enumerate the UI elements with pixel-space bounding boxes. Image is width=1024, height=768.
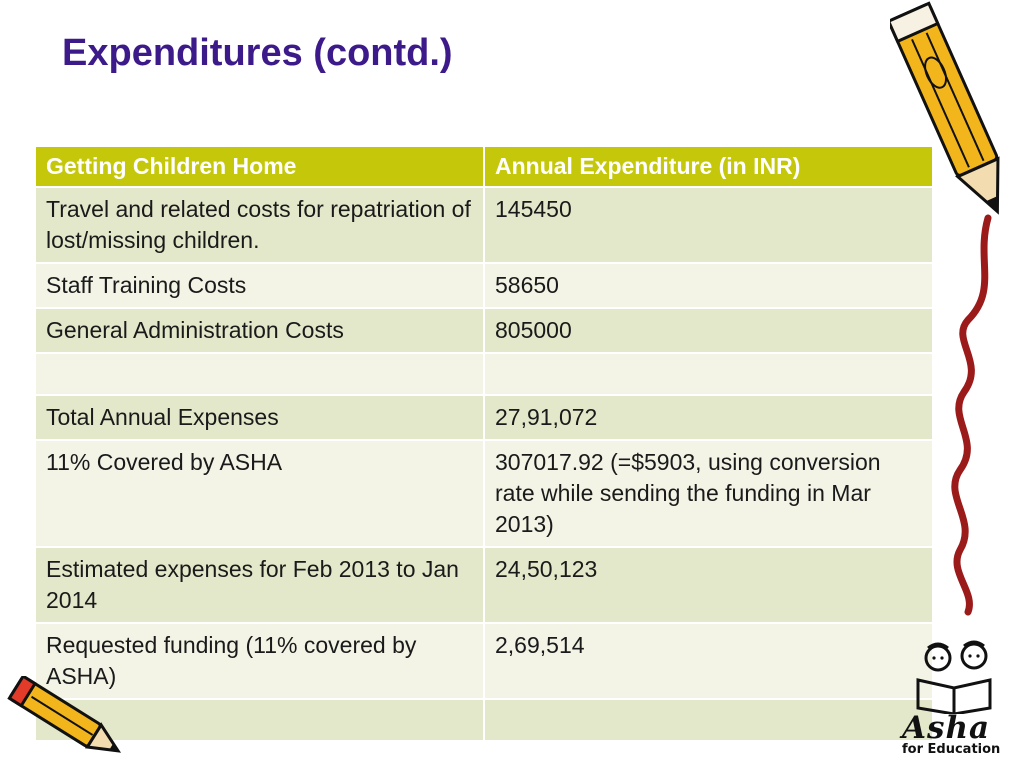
slide-title: Expenditures (contd.) — [62, 32, 453, 74]
row-label: General Administration Costs — [35, 308, 484, 353]
table-row — [35, 263, 933, 308]
pencil-decoration-icon — [0, 676, 140, 768]
row-label: Total Annual Expenses — [35, 395, 484, 440]
row-value — [484, 353, 933, 395]
table-row — [35, 395, 933, 440]
row-value: 2,69,514 — [484, 623, 933, 699]
logo-name: Asha — [902, 710, 991, 746]
asha-logo — [898, 636, 1016, 766]
row-value: 24,50,123 — [484, 547, 933, 623]
pencil-decoration-icon — [890, 0, 1024, 620]
header-annual-expenditure: Annual Expenditure (in INR) — [484, 146, 933, 187]
row-label: Staff Training Costs — [35, 263, 484, 308]
row-value: 307017.92 (=$5903, using conversion rate while sending the funding in Mar 2013) — [484, 440, 933, 547]
row-label: Travel and related costs for repatriation of lost/missing children. — [35, 187, 484, 263]
table-row — [35, 547, 933, 623]
row-label: Estimated expenses for Feb 2013 to Jan 2014 — [35, 547, 484, 623]
table-header-row — [35, 146, 933, 187]
expenditure-table — [34, 145, 934, 742]
row-value: 805000 — [484, 308, 933, 353]
header-category: Getting Children Home — [35, 146, 484, 187]
table-row — [35, 623, 933, 699]
row-value — [484, 699, 933, 741]
row-label: Requested funding (11% covered by ASHA) — [35, 623, 484, 699]
children-reading-icon — [898, 636, 1016, 714]
row-label — [35, 353, 484, 395]
logo-tagline: for Education — [902, 742, 1001, 757]
table-row — [35, 187, 933, 263]
row-label: 11% Covered by ASHA — [35, 440, 484, 547]
row-value: 58650 — [484, 263, 933, 308]
table-row-empty — [35, 353, 933, 395]
row-value: 145450 — [484, 187, 933, 263]
table-row-empty — [35, 699, 933, 741]
row-value: 27,91,072 — [484, 395, 933, 440]
table-row — [35, 308, 933, 353]
table-row — [35, 440, 933, 547]
